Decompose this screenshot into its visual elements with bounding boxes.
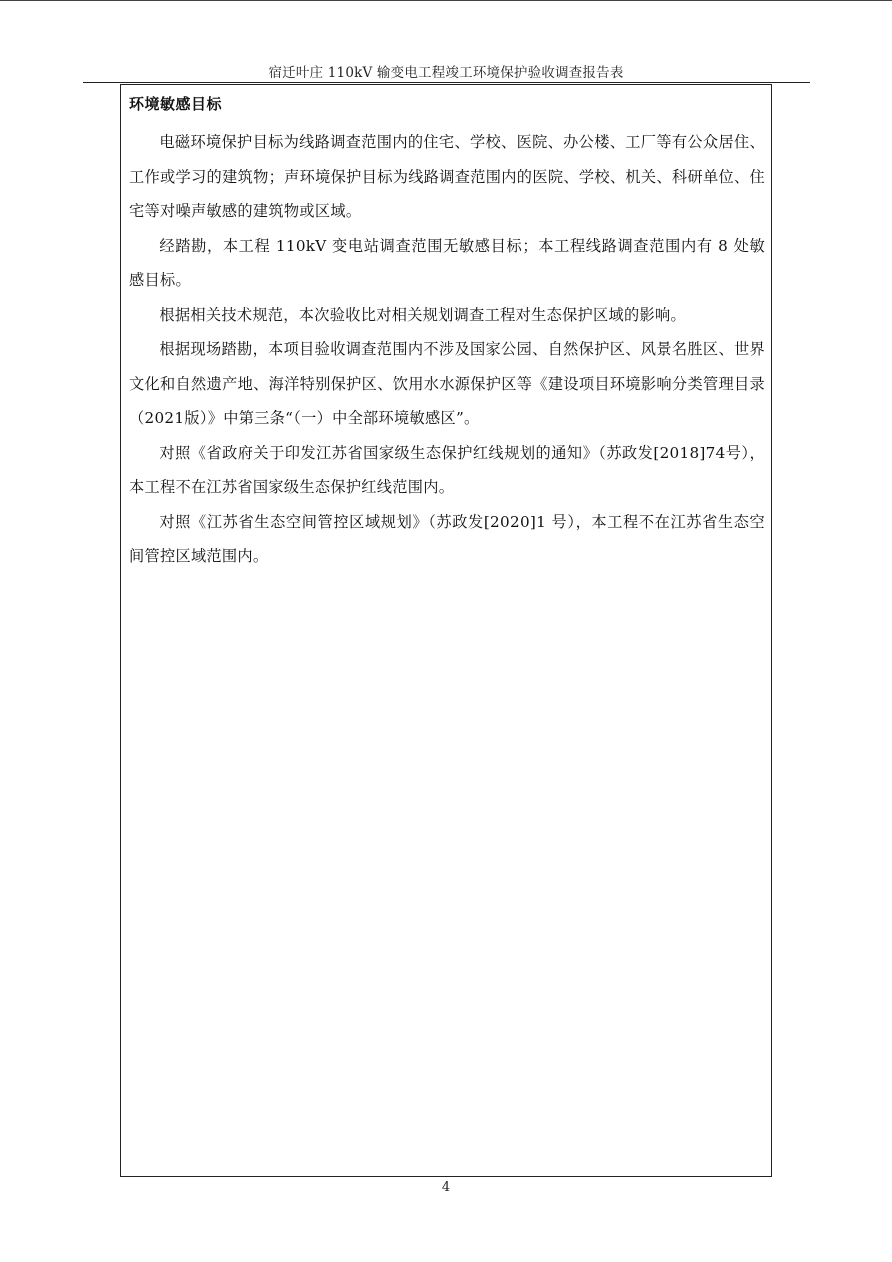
paragraph-ecological-space: 对照《江苏省生态空间管控区域规划》（苏政发[2020]1 号），本工程不在江苏省生态空间管控区域范围内。 — [129, 512, 765, 565]
paragraph-site-survey: 根据现场踏勘，本项目验收调查范围内不涉及国家公园、自然保护区、风景名胜区、世界文化和自然遗产地、海洋特别保护区、饮用水水源保护区等《建设项目环境影响分类管理目录（2021版）》中第三条“（一）中全部环境敏感区”。 — [129, 340, 765, 427]
paragraph-protection-targets: 电磁环境保护目标为线路调查范围内的住宅、学校、医院、办公楼、工厂等有公众居住、工作或学习的建筑物；声环境保护目标为线路调查范围内的医院、学校、机关、科研单位、住宅等对噪声敏感的建筑物或区域。 — [129, 133, 765, 220]
report-header-title: 宿迁叶庄 110kV 输变电工程竣工环境保护验收调查报告表 — [268, 65, 624, 81]
header-rule — [83, 82, 810, 83]
paragraph-technical-spec: 根据相关技术规范，本次验收比对相关规划调查工程对生态保护区域的影响。 — [159, 305, 686, 324]
paragraph-survey-result: 经踏勘，本工程 110kV 变电站调查范围无敏感目标；本工程线路调查范围内有 8 处敏感目标。 — [129, 236, 765, 289]
section-heading: 环境敏感目标 — [129, 95, 223, 113]
content-table-cell — [120, 84, 772, 1177]
page-number: 4 — [441, 1180, 451, 1195]
top-border-line — [0, 0, 892, 1]
section-body — [129, 125, 765, 574]
paragraph-red-line: 对照《省政府关于印发江苏省国家级生态保护红线规划的通知》（苏政发[2018]74号），本工程不在江苏省国家级生态保护红线范围内。 — [129, 443, 765, 496]
